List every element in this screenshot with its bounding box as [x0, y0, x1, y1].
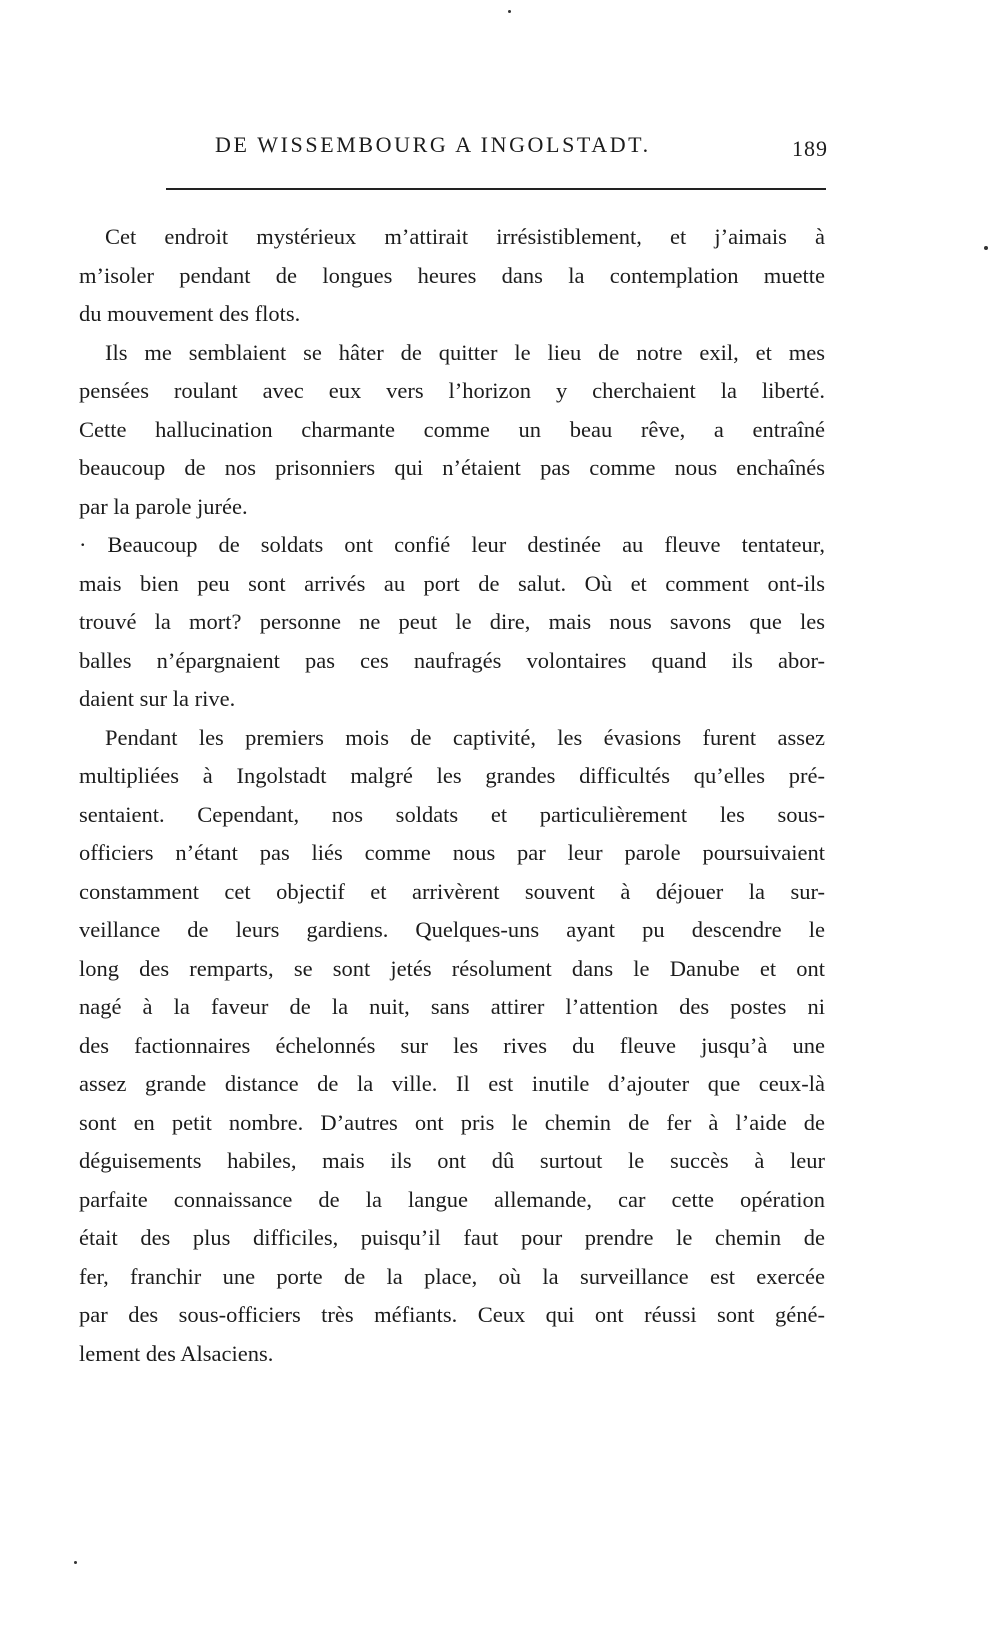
- scan-speck: [508, 10, 511, 13]
- text-line: mais bien peu sont arrivés au port de salut. Où et comment ont-ils: [79, 570, 825, 596]
- page-number: 189: [792, 136, 828, 161]
- text-line: sentaient. Cependant, nos soldats et particulièrement les sous-: [79, 801, 825, 827]
- text-line: Pendant les premiers mois de captivité, les évasions furent assez: [105, 724, 825, 750]
- text-line: Ils me semblaient se hâter de quitter le lieu de notre exil, et mes: [105, 339, 825, 365]
- body-text: [79, 218, 825, 1373]
- text-line: constamment cet objectif et arrivèrent souvent à déjouer la sur-: [79, 878, 825, 904]
- text-line: veillance de leurs gardiens. Quelques-uns ayant pu descendre le: [79, 917, 825, 942]
- text-line: m’isoler pendant de longues heures dans la contemplation muette: [79, 262, 825, 288]
- text-line: des factionnaires échelonnés sur les rives du fleuve jusqu’à une: [79, 1032, 825, 1058]
- text-line: par la parole jurée.: [79, 493, 248, 519]
- text-line: pensées roulant avec eux vers l’horizon y cherchaient la liberté.: [79, 378, 825, 403]
- text-line: multipliées à Ingolstadt malgré les grandes difficultés qu’elles pré-: [79, 763, 825, 788]
- text-line: officiers n’étant pas liés comme nous par leur parole poursuivaient: [79, 840, 825, 865]
- text-line: beaucoup de nos prisonniers qui n’étaient pas comme nous enchaînés: [79, 455, 825, 480]
- text-line: fer, franchir une porte de la place, où la surveillance est exercée: [79, 1263, 825, 1289]
- text-line: parfaite connaissance de la langue allemande, car cette opération: [79, 1186, 825, 1212]
- scan-speck: [74, 1561, 77, 1564]
- text-line: par des sous-officiers très méfiants. Ceux qui ont réussi sont géné-: [79, 1302, 825, 1327]
- text-line: lement des Alsaciens.: [79, 1340, 274, 1366]
- text-line: long des remparts, se sont jetés résolument dans le Danube et ont: [79, 955, 825, 981]
- text-line: sont en petit nombre. D’autres ont pris le chemin de fer à l’aide de: [79, 1109, 825, 1135]
- text-line: Cet endroit mystérieux m’attirait irrésistiblement, et j’aimais à: [105, 224, 825, 249]
- header-rule: [166, 188, 826, 190]
- running-head: DE WISSEMBOURG A INGOLSTADT.: [215, 132, 651, 157]
- text-line: · Beaucoup de soldats ont confié leur destinée au fleuve tentateur,: [79, 532, 825, 557]
- text-line: balles n’épargnaient pas ces naufragés volontaires quand ils abor-: [79, 647, 825, 673]
- text-line: daient sur la rive.: [79, 686, 236, 711]
- scan-speck: [984, 246, 988, 250]
- text-line: du mouvement des flots.: [79, 301, 301, 326]
- text-line: était des plus difficiles, puisqu’il faut pour prendre le chemin de: [79, 1225, 825, 1250]
- text-line: Cette hallucination charmante comme un beau rêve, a entraîné: [79, 416, 825, 442]
- text-line: trouvé la mort? personne ne peut le dire, mais nous savons que les: [79, 609, 825, 634]
- text-line: nagé à la faveur de la nuit, sans attirer l’attention des postes ni: [79, 994, 825, 1019]
- text-line: assez grande distance de la ville. Il est inutile d’ajouter que ceux-là: [79, 1071, 825, 1096]
- text-line: déguisements habiles, mais ils ont dû surtout le succès à leur: [79, 1148, 825, 1173]
